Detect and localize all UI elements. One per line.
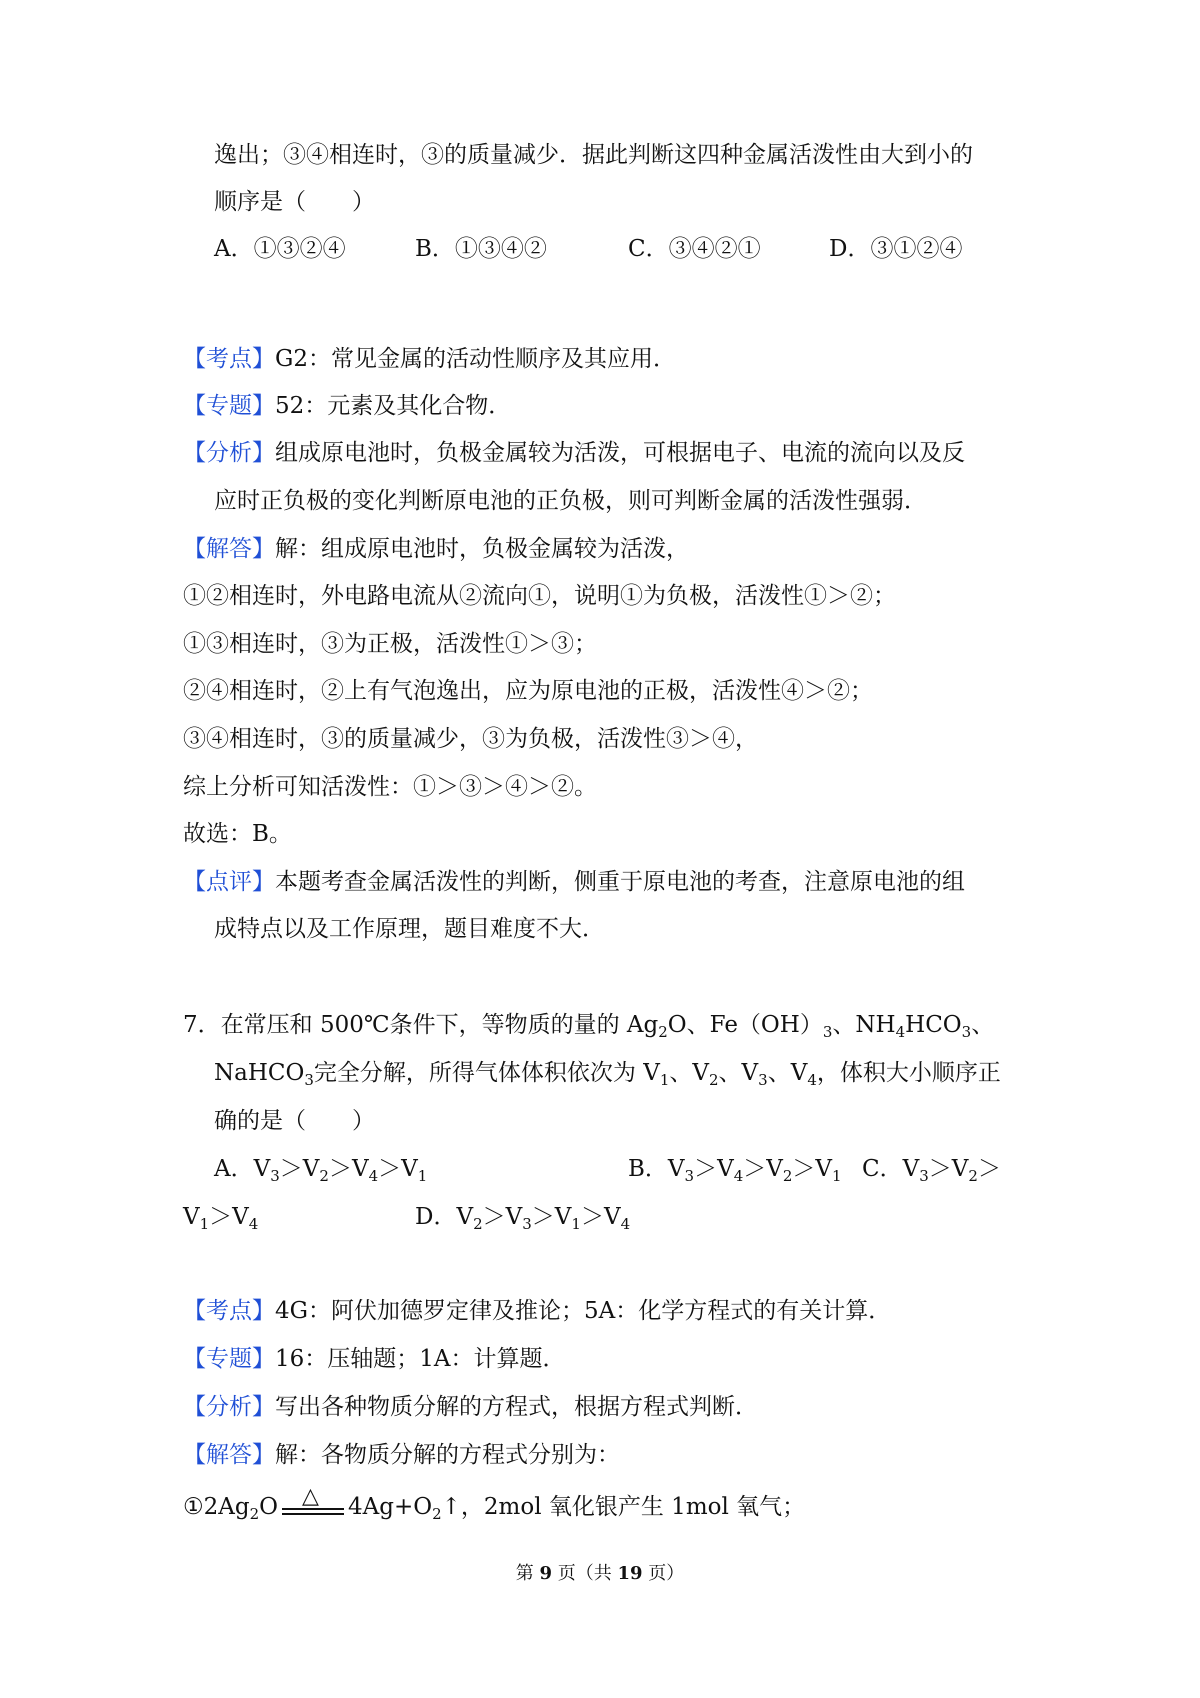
gt: ＞ <box>279 1156 303 1182</box>
q7-stem-part: 、V <box>669 1060 709 1086</box>
page-number: 9 <box>539 1563 552 1584</box>
dianping-tag: 【点评】 <box>183 869 275 895</box>
total-pages: 19 <box>617 1563 643 1584</box>
v: V <box>505 1204 523 1230</box>
kaodian-tag: 【考点】 <box>183 346 275 372</box>
q6-zhuanti <box>183 391 511 421</box>
q6-solution-line2: ①③相连时，③为正极，活泼性①＞③； <box>183 631 597 657</box>
eq-part: 4Ag+O <box>348 1494 433 1520</box>
gt: ＞ <box>792 1156 816 1182</box>
delta-icon: △ <box>302 1484 319 1509</box>
q7-jieda <box>183 1440 620 1470</box>
q7-stem-part: 、V <box>767 1060 808 1086</box>
subscript: 4 <box>895 1023 906 1041</box>
subscript: 2 <box>432 1505 442 1523</box>
q7-stem-part: ，体积大小顺序正 <box>816 1060 1001 1086</box>
q7-stem-part: O、Fe（OH） <box>667 1012 823 1038</box>
gt: ＞ <box>482 1204 506 1230</box>
jieda-tag: 【解答】 <box>183 536 275 562</box>
subscript: 2 <box>658 1023 668 1041</box>
subscript: 3 <box>684 1167 695 1185</box>
q7-stem-line1 <box>183 1010 994 1040</box>
gt: ＞ <box>531 1204 555 1230</box>
gt: ＞ <box>378 1156 402 1182</box>
q6-fenxi <box>183 438 965 468</box>
q6-solution-line1: ①②相连时，外电路电流从②流向①，说明①为负极，活泼性①＞②； <box>183 583 896 609</box>
subscript: 3 <box>522 1215 532 1233</box>
subscript: 2 <box>473 1215 483 1233</box>
subscript: 2 <box>319 1167 329 1185</box>
subscript: 3 <box>822 1023 833 1041</box>
eq-part: ↑，2mol 氧化银产生 1mol 氧气； <box>441 1494 806 1520</box>
subscript: 4 <box>807 1071 817 1089</box>
q7-option-a <box>214 1154 427 1184</box>
subscript: 1 <box>571 1215 581 1233</box>
q7-stem-part: NaHCO <box>214 1060 305 1086</box>
q6-fenxi-line2: 应时正负极的变化判断原电池的正负极，则可判断金属的活泼性强弱． <box>214 488 927 514</box>
subscript: 3 <box>919 1167 929 1185</box>
gt: ＞ <box>928 1156 952 1182</box>
option-label: D． <box>415 1204 457 1230</box>
v: V <box>766 1156 783 1182</box>
subscript: 3 <box>304 1071 314 1089</box>
q6-solution-line6: 故选：B。 <box>183 821 292 847</box>
kaodian-text: 4G：阿伏加德罗定律及推论；5A：化学方程式的有关计算． <box>275 1298 892 1324</box>
q6-solution-line5: 综上分析可知活泼性：①＞③＞④＞②。 <box>183 774 597 800</box>
jieda-text: 解：各物质分解的方程式分别为： <box>275 1442 620 1468</box>
q7-option-c <box>862 1154 1001 1184</box>
gt: ＞ <box>977 1156 1001 1182</box>
subscript: 3 <box>961 1023 972 1041</box>
q7-equation-1 <box>183 1484 806 1523</box>
gt: ＞ <box>209 1204 233 1230</box>
jieda-text: 解：组成原电池时，负极金属较为活泼， <box>275 536 689 562</box>
q7-stem-part: 7．在常压和 500℃条件下，等物质的量的 Ag <box>183 1012 659 1038</box>
zhuanti-tag: 【专题】 <box>183 1346 275 1372</box>
q7-option-c-cont <box>183 1202 258 1232</box>
dianping-text-1: 本题考查金属活泼性的判断，侧重于原电池的考查，注意原电池的组 <box>275 869 965 895</box>
gt: ＞ <box>694 1156 718 1182</box>
heating-equals-sign <box>278 1484 348 1520</box>
zhuanti-text: 52：元素及其化合物． <box>275 393 512 419</box>
subscript: 2 <box>709 1071 719 1089</box>
q6-stem-line1: 逸出；③④相连时，③的质量减少．据此判断这四种金属活泼性由大到小的 <box>214 142 973 168</box>
subscript: 3 <box>758 1071 768 1089</box>
q7-stem-part: 、 <box>971 1012 995 1038</box>
q6-jieda <box>183 534 689 564</box>
subscript: 2 <box>968 1167 978 1185</box>
v: V <box>603 1204 621 1230</box>
q7-stem-part: 完全分解，所得气体体积依次为 V <box>313 1060 660 1086</box>
fenxi-tag: 【分析】 <box>183 1394 275 1420</box>
jieda-tag: 【解答】 <box>183 1442 275 1468</box>
fenxi-text: 写出各种物质分解的方程式，根据方程式判断． <box>275 1394 758 1420</box>
v: V <box>351 1156 369 1182</box>
q6-dianping-line2: 成特点以及工作原理，题目难度不大． <box>214 916 605 942</box>
v: V <box>232 1204 249 1230</box>
zhuanti-text: 16：压轴题；1A：计算题． <box>275 1346 566 1372</box>
fenxi-text-1: 组成原电池时，负极金属较为活泼，可根据电子、电流的流向以及反 <box>275 440 965 466</box>
q7-stem-part: 、V <box>718 1060 759 1086</box>
v: V <box>951 1156 969 1182</box>
v: V <box>253 1156 271 1182</box>
q6-solution-line4: ③④相连时，③的质量减少，③为负极，活泼性③＞④， <box>183 726 758 752</box>
option-label: C． <box>862 1156 903 1182</box>
eq-part: O <box>259 1494 278 1520</box>
q7-kaodian <box>183 1296 891 1326</box>
q6-option-a: A．①③②④ <box>214 236 346 262</box>
fenxi-tag: 【分析】 <box>183 440 275 466</box>
option-label: A． <box>214 1156 254 1182</box>
q7-zhuanti <box>183 1344 566 1374</box>
q6-solution-line3: ②④相连时，②上有气泡逸出，应为原电池的正极，活泼性④＞②； <box>183 678 873 704</box>
q7-stem-part: HCO <box>905 1012 962 1038</box>
option-label: B． <box>628 1156 668 1182</box>
q6-stem-line2: 顺序是（ ） <box>214 189 375 215</box>
v: V <box>815 1156 833 1182</box>
kaodian-text: G2：常见金属的活动性顺序及其应用． <box>275 346 677 372</box>
q6-kaodian <box>183 344 676 374</box>
q7-stem-line2 <box>214 1058 1001 1088</box>
v: V <box>902 1156 920 1182</box>
v: V <box>401 1156 418 1182</box>
subscript: 4 <box>733 1167 744 1185</box>
v: V <box>456 1204 474 1230</box>
subscript: 1 <box>659 1071 670 1089</box>
subscript: 2 <box>249 1505 260 1523</box>
subscript: 4 <box>248 1215 259 1233</box>
subscript: 4 <box>368 1167 379 1185</box>
q6-dianping <box>183 867 965 897</box>
q7-option-d <box>415 1202 630 1232</box>
q6-option-b: B．①③④② <box>415 236 547 262</box>
zhuanti-tag: 【专题】 <box>183 393 275 419</box>
v: V <box>554 1204 572 1230</box>
v: V <box>667 1156 685 1182</box>
subscript: 1 <box>199 1215 210 1233</box>
v: V <box>302 1156 320 1182</box>
gt: ＞ <box>743 1156 767 1182</box>
gt: ＞ <box>328 1156 352 1182</box>
kaodian-tag: 【考点】 <box>183 1298 275 1324</box>
v: V <box>183 1204 200 1230</box>
subscript: 2 <box>782 1167 793 1185</box>
q6-option-c: C．③④②① <box>628 236 761 262</box>
subscript: 4 <box>620 1215 631 1233</box>
v: V <box>717 1156 734 1182</box>
subscript: 3 <box>270 1167 280 1185</box>
footer-text: 第 <box>515 1563 540 1584</box>
eq-part: ①2Ag <box>183 1494 250 1520</box>
q7-fenxi <box>183 1392 758 1422</box>
q6-option-d: D．③①②④ <box>829 236 963 262</box>
q7-stem-line3: 确的是（ ） <box>214 1108 375 1134</box>
footer-text: 页） <box>642 1563 685 1584</box>
subscript: 1 <box>417 1167 428 1185</box>
page-footer <box>0 1562 1200 1586</box>
subscript: 1 <box>832 1167 842 1185</box>
q7-option-b <box>628 1154 842 1184</box>
gt: ＞ <box>580 1204 604 1230</box>
footer-text: 页（共 <box>552 1563 618 1584</box>
q7-stem-part: 、NH <box>832 1012 896 1038</box>
